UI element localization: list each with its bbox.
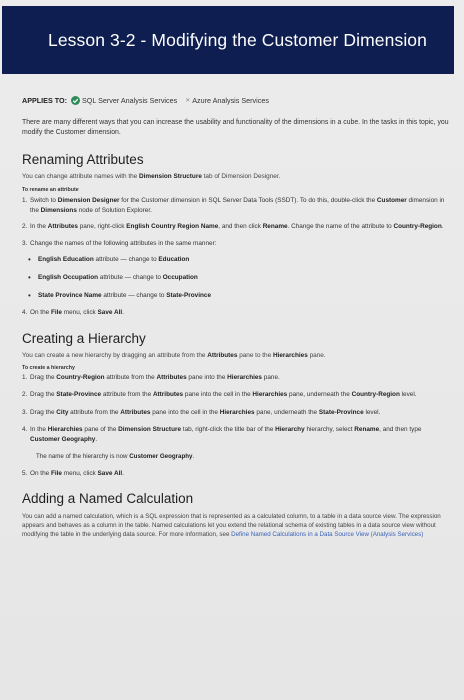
text: menu, click (63, 470, 96, 477)
text-bold: State-Province (318, 408, 364, 416)
text: On the (30, 309, 50, 316)
applies-to-label: APPLIES TO: (22, 96, 67, 105)
list-item (22, 273, 452, 282)
hierarchy-step-5 (22, 469, 452, 479)
text-bold: City (56, 408, 69, 416)
text-bold: Attributes (207, 351, 238, 359)
text-bold: Customer (376, 197, 407, 204)
text-bold: State-Province (56, 391, 102, 398)
renaming-lead (22, 172, 452, 181)
text-bold: Attributes (47, 223, 78, 230)
text-bold: Dimension Designer (57, 197, 120, 204)
step-number: 4. (22, 426, 28, 433)
text: level. (365, 408, 381, 416)
text: The name of the hierarchy is now (36, 453, 128, 460)
text: You can add a named calculation, which is a SQL expression that is represented as a calculated column, to a table in a data source view. The expression appears and behaves as a column in the table. Named calculations let you extend the relational schema of existing tables in a data source view without modifying the table in the underlying data source. For more information, see (22, 512, 441, 538)
text: attribute — change to (99, 274, 161, 281)
text-bold: Attributes (120, 408, 151, 416)
step-number: 1. (22, 373, 28, 381)
renaming-step-4 (22, 308, 452, 318)
text-bold: File (50, 309, 62, 316)
text: attribute — change to (95, 256, 157, 263)
text-bold: State Province Name (38, 292, 102, 299)
section-heading-named-calculation: Adding a Named Calculation (22, 490, 194, 506)
text: You can change attribute names with the (22, 173, 138, 180)
text-bold: Dimension Structure (118, 426, 182, 433)
text: pane, underneath the (289, 391, 350, 398)
hierarchy-note (22, 453, 452, 460)
page-title: Lesson 3-2 - Modifying the Customer Dimension (48, 30, 427, 50)
text-bold: Dimension Structure (139, 173, 202, 180)
text-bold: English Occupation (38, 274, 99, 281)
text: . (192, 453, 195, 460)
hierarchy-subheading: To create a hierarchy (22, 364, 75, 371)
applies-product-yes: SQL Server Analysis Services (82, 96, 178, 105)
step-number: 3. (22, 408, 28, 416)
text-bold: Save All (97, 309, 123, 316)
text: , and then click (218, 223, 261, 230)
text-bold: Save All (97, 470, 123, 477)
text-bold: English Education (38, 256, 94, 263)
text: level. (401, 391, 417, 398)
section-heading-renaming: Renaming Attributes (22, 152, 144, 167)
text: menu, click (63, 309, 96, 316)
text-bold: Rename (354, 426, 380, 433)
x-icon: ✕ (185, 98, 191, 104)
applies-to (22, 96, 452, 105)
text: . (122, 309, 124, 316)
text: . (95, 435, 98, 443)
hierarchy-step-4 (22, 425, 452, 444)
text-bold: Hierarchies (272, 351, 308, 359)
text: tab, right-click the title bar of the (182, 426, 274, 433)
text: attribute from the (106, 373, 155, 381)
text-bold: Customer Geography (129, 453, 193, 460)
text: attribute from the (70, 408, 119, 416)
text: hierarchy, select (306, 426, 353, 433)
text: On the (30, 470, 50, 477)
text: for the Customer dimension in SQL Server Data Tools (SSDT). To do this, double-click the (121, 197, 376, 204)
text: Drag the (30, 373, 55, 381)
text: Switch to (30, 197, 56, 204)
text-bold: Hierarchies (227, 373, 262, 381)
text-bold: Country-Region (393, 223, 442, 230)
renaming-step-1 (22, 196, 452, 215)
text-bold: Country-Region (351, 391, 400, 398)
text: You can create a new hierarchy by dragging an attribute from the (22, 351, 206, 359)
text-bold: State-Province (166, 292, 212, 299)
text-bold: Hierarchies (252, 391, 288, 398)
define-named-calculations-link[interactable]: Define Named Calculations in a Data Source View (Analysis Services) (231, 530, 424, 538)
renaming-step-3 (22, 239, 452, 249)
hierarchy-lead (22, 351, 452, 360)
text: . Change the name of the attribute to (287, 223, 392, 230)
text-bold: Country-Region (56, 373, 105, 381)
text: pane, right-click (79, 223, 125, 230)
text: . (122, 470, 124, 477)
text: pane of the (84, 426, 117, 433)
text: attribute from the (102, 391, 152, 398)
check-circle-icon (71, 96, 80, 105)
text: pane into the (188, 373, 226, 381)
intro-paragraph: There are many different ways that you can increase the usability and functionality of the dimensions in a cube. In the tasks in this topic, you modify the Customer dimension. (22, 119, 449, 136)
applies-product-no: Azure Analysis Services (192, 96, 269, 105)
renaming-subheading: To rename an attribute (22, 187, 79, 193)
text-bold: English Country Region Name (126, 223, 219, 230)
hierarchy-step-2 (22, 390, 452, 400)
list-item (22, 255, 452, 264)
text-bold: Rename (262, 223, 288, 230)
text: pane to the (239, 351, 272, 359)
text: pane into the cell in the (184, 391, 251, 398)
text-bold: Hierarchies (47, 426, 83, 433)
text: In the (30, 426, 46, 433)
text: pane. (309, 351, 326, 359)
step-number: 3. (22, 239, 28, 247)
text: attribute — change to (103, 292, 165, 299)
text-bold: Dimensions (40, 206, 77, 214)
text: node of Solution Explorer. (78, 206, 152, 214)
step-number: 2. (22, 223, 28, 230)
renaming-step-2 (22, 222, 452, 232)
text: tab of Dimension Designer. (203, 173, 281, 180)
text: . (441, 223, 444, 230)
text-bold: Hierarchies (219, 408, 255, 416)
step-number: 5. (22, 470, 28, 477)
hierarchy-step-1 (22, 373, 452, 383)
text: , and then type (379, 426, 422, 433)
text: Change the names of the following attributes in the same manner: (30, 239, 217, 247)
text: pane, underneath the (256, 408, 318, 416)
text-bold: File (50, 470, 62, 477)
step-number: 1. (22, 197, 28, 204)
text-bold: Attributes (156, 373, 187, 381)
hierarchy-step-3 (22, 408, 452, 418)
step-number: 4. (22, 309, 28, 316)
text: dimension in the (30, 197, 445, 214)
text: pane. (263, 373, 280, 381)
text: pane into the cell in the (152, 408, 218, 416)
list-item (22, 291, 452, 300)
title-banner (2, 6, 454, 74)
step-number: 2. (22, 391, 28, 398)
named-calculation-paragraph (22, 512, 452, 540)
text-bold: Customer Geography (30, 435, 96, 443)
text-bold: Hierarchy (275, 426, 305, 433)
text-bold: Occupation (162, 274, 198, 281)
text-bold: Attributes (152, 391, 184, 398)
text: Drag the (30, 391, 55, 398)
text: Drag the (30, 408, 55, 416)
text-bold: Education (158, 256, 190, 263)
section-heading-hierarchy: Creating a Hierarchy (22, 330, 146, 346)
text: In the (30, 223, 46, 230)
article-content (22, 96, 452, 539)
